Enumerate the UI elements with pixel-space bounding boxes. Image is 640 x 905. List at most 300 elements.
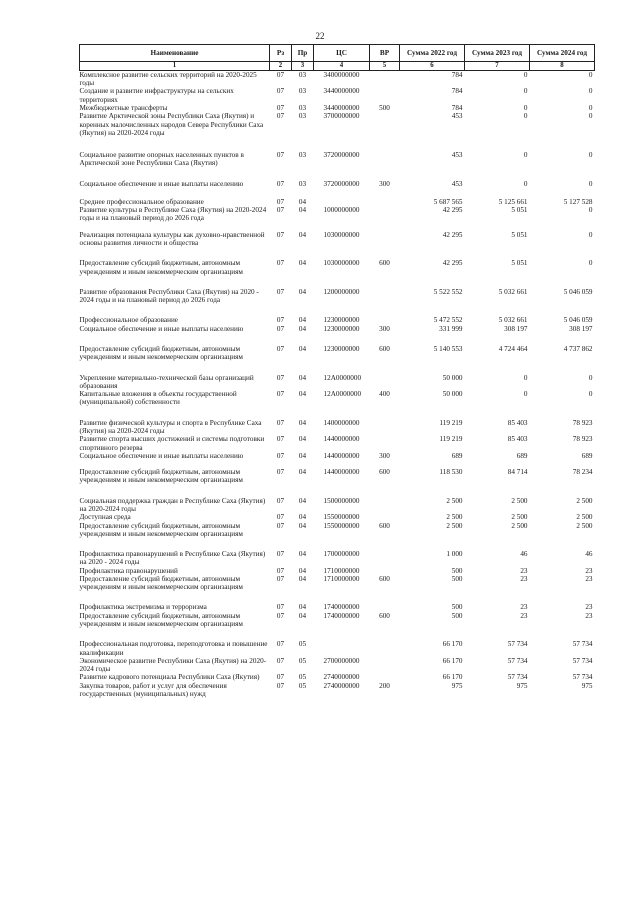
row-cs-cell: 1030000000: [323, 259, 360, 268]
row-spacer-cell: [80, 276, 595, 288]
row-rz-cell: 07: [276, 70, 285, 79]
row-spacer-cell: [80, 247, 595, 259]
row-name-cell: Социальное развитие опорных населенных пунктов в Арктической зоне Республики Саха (Якутия): [79, 151, 244, 168]
row-sum-2022-cell: 689: [451, 451, 463, 460]
row-sum-2024-cell: 5 046 059: [563, 316, 593, 325]
row-cs-cell: 3440000000: [323, 87, 360, 96]
header-name: Наименование: [80, 45, 270, 62]
row-sum-2022-cell: 66 170: [442, 673, 463, 682]
row-vr-cell: [370, 206, 400, 223]
row-name-cell: Профилактика экстремизма и терроризма: [79, 603, 207, 612]
table-row: [80, 468, 595, 485]
row-sum-2023-cell: 2 500: [511, 513, 528, 522]
row-sum-2024-cell: 23: [585, 574, 593, 583]
row-pr-cell: 04: [298, 230, 307, 239]
row-name-cell: Предоставление субсидий бюджетным, автономным учреждениям и иным некоммерческим организациям: [79, 611, 243, 629]
row-pr-cell: 04: [298, 259, 307, 268]
row-spacer: [80, 247, 595, 259]
row-sum-2024-cell: 23: [585, 603, 593, 612]
row-vr-cell: [370, 419, 400, 436]
row-cs-cell: 3700000000: [323, 112, 360, 121]
header-sum-2022: Сумма 2022 год: [400, 45, 465, 62]
row-rz-cell: 07: [276, 316, 285, 325]
row-cs-cell: 1440000000: [323, 451, 360, 460]
row-cs-cell: 1550000000: [323, 513, 360, 522]
row-rz-cell: 07: [276, 206, 285, 215]
row-rz-cell: 07: [276, 259, 285, 268]
row-pr-cell: 04: [298, 324, 307, 333]
row-pr-cell: 04: [298, 611, 307, 620]
row-sum-2023-cell: 0: [523, 390, 528, 399]
row-name-cell: Предоставление субсидий бюджетным, автономным учреждениям и иным некоммерческим организациям: [79, 468, 243, 485]
row-sum-2022-cell: 42 295: [442, 206, 463, 215]
row-name-cell: Предоставление субсидий бюджетным, автономным учреждениям и иным некоммерческим организациям: [79, 259, 243, 276]
row-name-cell: Предоставление субсидий бюджетным, автономным учреждениям и иным некоммерческим организациям: [79, 521, 243, 538]
table-row: [80, 104, 595, 112]
table-row: [80, 87, 595, 104]
row-sum-2023-cell: 0: [523, 179, 528, 188]
row-sum-2022-cell: 500: [451, 611, 463, 620]
row-pr-cell: 04: [298, 316, 307, 325]
row-name-cell: Предоставление субсидий бюджетным, автономным учреждениям и иным некоммерческим организациям: [79, 345, 243, 362]
table-row: [80, 316, 595, 324]
row-sum-2024-cell: 57 734: [572, 656, 593, 665]
row-sum-2024-cell: 4 737 862: [563, 345, 593, 353]
row-sum-2024-cell: 0: [588, 112, 593, 121]
row-sum-2022-cell: 118 530: [439, 468, 463, 477]
row-vr-cell: [370, 550, 400, 567]
row-pr-cell: 04: [298, 550, 307, 559]
row-name-cell: Развитие Арктической зоны Республики Саха (Якутия) и коренных малочисленных народов Севера Республики Саха (Якутия) на 2020-2024 годы: [79, 112, 264, 137]
row-pr-cell: 03: [298, 151, 307, 160]
row-rz-cell: 07: [276, 390, 285, 399]
budget-table: [79, 44, 595, 698]
table-row: [80, 673, 595, 681]
row-rz-cell: 07: [276, 603, 285, 612]
row-sum-2024-cell: 78 234: [572, 468, 593, 477]
row-name-cell: Комплексное развитие сельских территорий на 2020-2025 годы: [79, 70, 257, 88]
row-sum-2023-cell: 2 500: [511, 496, 528, 505]
row-cs-cell: 1000000000: [323, 206, 360, 215]
row-sum-2022-cell: 119 219: [439, 418, 463, 427]
row-name-cell: Межбюджетные трансферты: [79, 103, 168, 112]
row-spacer: [80, 333, 595, 345]
row-pr-cell: 04: [298, 373, 307, 382]
table-row: [80, 206, 595, 223]
table-row: [80, 231, 595, 248]
row-name-cell: Укрепление материально-технической базы организаций образования: [79, 373, 254, 390]
row-sum-2024-cell: 57 734: [572, 673, 593, 682]
row-sum-2023-cell: 689: [516, 451, 528, 460]
row-spacer-cell: [80, 538, 595, 550]
row-sum-2022-cell: 2 500: [446, 513, 463, 522]
row-pr-cell: 03: [298, 103, 307, 112]
row-vr-cell: 300: [379, 179, 390, 188]
row-sum-2023-cell: 23: [520, 574, 528, 583]
row-name-cell: Развитие образования Республики Саха (Якутия) на 2020 - 2024 годы и на плановый период до 2026 года: [79, 287, 259, 305]
row-pr-cell: 03: [298, 70, 307, 79]
row-cs-cell: 12А0000000: [323, 373, 362, 382]
row-rz-cell: 07: [276, 373, 285, 382]
row-spacer: [80, 223, 595, 231]
row-sum-2024-cell: 0: [588, 87, 593, 96]
row-name-cell: Доступная среда: [79, 513, 131, 522]
row-spacer-cell: [80, 485, 595, 497]
row-pr-cell: 04: [298, 197, 307, 206]
row-rz-cell: 07: [276, 611, 285, 620]
row-name-cell: Предоставление субсидий бюджетным, автономным учреждениям и иным некоммерческим организациям: [79, 574, 243, 592]
row-rz-cell: 07: [276, 550, 285, 559]
column-number: 4: [314, 62, 370, 71]
row-pr-cell: 05: [298, 656, 307, 665]
table-row: [80, 112, 595, 137]
row-sum-2022-cell: 331 999: [439, 324, 463, 333]
row-pr-cell: 04: [298, 468, 307, 477]
row-sum-2024-cell: 0: [588, 259, 593, 268]
row-sum-2023-cell: 5 032 661: [498, 316, 528, 325]
row-spacer-cell: [80, 168, 595, 180]
row-spacer-cell: [80, 407, 595, 419]
row-name-cell: Социальное обеспечение и иные выплаты населению: [79, 324, 244, 333]
row-sum-2022-cell: 2 500: [446, 521, 463, 530]
table-row: [80, 288, 595, 305]
header-cs: ЦС: [314, 45, 370, 62]
row-spacer-cell: [80, 591, 595, 603]
row-sum-2024-cell: 23: [585, 566, 593, 575]
row-pr-cell: 04: [298, 574, 307, 583]
row-sum-2023-cell: 975: [516, 681, 528, 690]
row-pr-cell: 04: [298, 521, 307, 530]
row-cs-cell: 12А0000000: [323, 390, 362, 399]
row-vr-cell: [370, 374, 400, 391]
row-pr-cell: 04: [298, 435, 307, 444]
row-sum-2024-cell: 2 500: [576, 521, 593, 530]
row-rz-cell: 07: [276, 451, 285, 460]
row-sum-2022-cell: 975: [451, 681, 463, 690]
row-spacer: [80, 538, 595, 550]
row-rz-cell: 07: [276, 230, 285, 239]
row-sum-2023-cell: 0: [523, 151, 528, 160]
row-sum-2023-cell: 57 734: [507, 656, 528, 665]
table-row: [80, 198, 595, 206]
row-sum-2022-cell: 784: [451, 70, 463, 79]
row-name-cell: Социальная поддержка граждан в Республике Саха (Якутия) на 2020-2024 годы: [79, 496, 266, 513]
row-sum-2022-cell: 66 170: [442, 656, 463, 665]
row-cs-cell: 1400000000: [323, 418, 360, 427]
row-sum-2023-cell: 23: [520, 611, 528, 620]
row-cs-cell: 3720000000: [323, 179, 360, 188]
row-sum-2023-cell: 2 500: [511, 521, 528, 530]
row-pr-cell: 03: [298, 179, 307, 188]
row-vr-cell: [370, 673, 400, 681]
column-number: 8: [530, 62, 595, 71]
table-row: [80, 390, 595, 407]
row-sum-2023-cell: 308 197: [504, 324, 528, 333]
row-sum-2022-cell: 50 000: [442, 390, 463, 399]
column-number: 5: [370, 62, 400, 71]
row-sum-2022-cell: 784: [451, 87, 463, 96]
row-spacer: [80, 460, 595, 468]
header-sum-2023: Сумма 2023 год: [465, 45, 530, 62]
row-rz-cell: 07: [276, 656, 285, 665]
table-row: [80, 419, 595, 436]
row-rz-cell: 07: [276, 418, 285, 427]
table-row: [80, 374, 595, 391]
row-rz-cell: 07: [276, 673, 285, 682]
row-sum-2022-cell: 1 000: [446, 550, 463, 559]
row-sum-2022-cell: 453: [451, 151, 463, 160]
row-spacer: [80, 168, 595, 180]
row-vr-cell: 600: [379, 574, 390, 583]
row-spacer: [80, 137, 595, 151]
row-name-cell: Профилактика правонарушений: [79, 566, 178, 575]
row-sum-2024-cell: 975: [581, 681, 593, 690]
row-vr-cell: [370, 151, 400, 168]
row-spacer-cell: [80, 362, 595, 374]
row-spacer: [80, 276, 595, 288]
row-rz-cell: 07: [276, 681, 285, 690]
table-row: [80, 522, 595, 539]
table-row: [80, 325, 595, 333]
row-sum-2023-cell: 4 724 464: [498, 345, 528, 353]
row-cs-cell: 1710000000: [323, 574, 360, 583]
row-spacer: [80, 362, 595, 374]
row-cs-cell: 3440000000: [323, 103, 360, 112]
row-spacer: [80, 591, 595, 603]
row-sum-2024-cell: 689: [581, 451, 593, 460]
row-vr-cell: [370, 70, 400, 87]
row-vr-cell: 600: [379, 611, 390, 620]
row-name-cell: Развитие физической культуры и спорта в Республике Саха (Якутия) на 2020-2024 годы: [79, 418, 262, 435]
row-cs-cell: 2740000000: [323, 681, 360, 690]
column-number: 7: [465, 62, 530, 71]
row-pr-cell: 04: [298, 345, 307, 353]
column-number-row: [80, 62, 595, 71]
row-sum-2023-cell: 85 403: [507, 418, 528, 427]
row-sum-2022-cell: 5 140 553: [433, 345, 463, 353]
row-sum-2024-cell: 46: [585, 550, 593, 559]
row-vr-cell: [370, 657, 400, 674]
row-vr-cell: 200: [379, 681, 390, 690]
header-sum-2024: Сумма 2024 год: [530, 45, 595, 62]
row-pr-cell: 04: [298, 496, 307, 505]
row-vr-cell: 400: [379, 390, 390, 399]
row-sum-2023-cell: 5 032 661: [498, 287, 528, 296]
row-sum-2022-cell: 453: [451, 112, 463, 121]
row-name-cell: Профессиональное образование: [79, 316, 179, 325]
row-pr-cell: 04: [298, 206, 307, 215]
row-sum-2023-cell: 0: [523, 373, 528, 382]
row-cs-cell: 1440000000: [323, 435, 360, 444]
row-sum-2022-cell: 5 472 552: [433, 316, 463, 325]
row-name-cell: Развитие спорта высших достижений и системы подготовки спортивного резерва: [79, 435, 265, 452]
row-pr-cell: 04: [298, 287, 307, 296]
row-sum-2024-cell: 78 923: [572, 435, 593, 444]
row-vr-cell: [370, 567, 400, 575]
row-sum-2023-cell: 0: [523, 112, 528, 121]
row-sum-2024-cell: 0: [588, 373, 593, 382]
row-pr-cell: 05: [298, 673, 307, 682]
row-spacer: [80, 304, 595, 316]
row-cs-cell: 1030000000: [323, 230, 360, 239]
row-rz-cell: 07: [276, 435, 285, 444]
row-rz-cell: 07: [276, 574, 285, 583]
table-row: [80, 345, 595, 362]
row-spacer-cell: [80, 304, 595, 316]
row-cs-cell: 1700000000: [323, 550, 360, 559]
row-sum-2024-cell: 2 500: [576, 513, 593, 522]
row-spacer-cell: [80, 460, 595, 468]
row-rz-cell: 07: [276, 151, 285, 160]
row-sum-2023-cell: 23: [520, 603, 528, 612]
row-pr-cell: 04: [298, 451, 307, 460]
table-body: [80, 70, 595, 698]
row-spacer: [80, 628, 595, 640]
row-sum-2022-cell: 50 000: [442, 373, 463, 382]
row-vr-cell: 600: [379, 345, 390, 353]
row-sum-2023-cell: 5 125 661: [498, 197, 528, 206]
header-row: [80, 45, 595, 62]
row-sum-2023-cell: 5 051: [511, 230, 528, 239]
row-rz-cell: 07: [276, 103, 285, 112]
row-sum-2022-cell: 5 522 552: [433, 287, 463, 296]
row-vr-cell: [370, 316, 400, 324]
table-row: [80, 151, 595, 168]
row-rz-cell: 07: [276, 521, 285, 530]
table-row: [80, 567, 595, 575]
row-name-cell: Социальное обеспечение и иные выплаты населению: [79, 451, 244, 460]
row-spacer-cell: [80, 333, 595, 345]
row-pr-cell: 05: [298, 681, 307, 690]
row-name-cell: Реализация потенциала культуры как духовно-нравственной основы развития личности и общества: [79, 230, 265, 248]
row-rz-cell: 07: [276, 112, 285, 121]
row-name-cell: Социальное обеспечение и иные выплаты населению: [79, 179, 244, 188]
row-sum-2024-cell: 5 127 528: [563, 197, 593, 206]
row-sum-2023-cell: 57 734: [507, 640, 528, 649]
row-sum-2022-cell: 42 295: [442, 259, 463, 268]
row-vr-cell: 600: [379, 259, 390, 268]
row-sum-2024-cell: 0: [588, 230, 593, 239]
row-rz-cell: 07: [276, 324, 285, 333]
row-sum-2023-cell: 0: [523, 103, 528, 112]
row-vr-cell: [370, 513, 400, 521]
table-row: [80, 575, 595, 592]
row-name-cell: Развитие культуры в Республике Саха (Якутия) на 2020-2024 годы и на плановый период до 2026 года: [79, 206, 267, 223]
row-sum-2022-cell: 119 219: [439, 435, 463, 444]
row-rz-cell: 07: [276, 496, 285, 505]
row-rz-cell: 07: [276, 179, 285, 188]
row-name-cell: Экономическое развитие Республики Саха (Якутия) на 2020-2024 годы: [79, 656, 267, 674]
row-sum-2023-cell: 85 403: [507, 435, 528, 444]
header-rz: Рз: [270, 45, 292, 62]
row-spacer-cell: [80, 223, 595, 231]
row-sum-2022-cell: 42 295: [442, 230, 463, 239]
row-sum-2022-cell: 66 170: [442, 640, 463, 649]
table-row: [80, 657, 595, 674]
row-cs-cell: 3720000000: [323, 151, 360, 160]
row-sum-2022-cell: 500: [451, 566, 463, 575]
row-spacer: [80, 407, 595, 419]
row-vr-cell: [370, 231, 400, 248]
row-pr-cell: 04: [298, 513, 307, 522]
row-sum-2024-cell: 78 923: [572, 418, 593, 427]
row-name-cell: Капитальные вложения в объекты государственной (муниципальной) собственности: [79, 390, 237, 407]
table-row: [80, 497, 595, 514]
row-vr-cell: 300: [379, 324, 390, 333]
row-cs-cell: 1550000000: [323, 521, 360, 530]
row-name-cell: Закупка товаров, работ и услуг для обеспечения государственных (муниципальных) нужд: [79, 681, 227, 698]
row-vr-cell: 500: [379, 103, 390, 112]
row-name-cell: Создание и развитие инфраструктуры на сельских территориях: [79, 87, 234, 104]
row-name-cell: Развитие кадрового потенциала Республики Саха (Якутия): [79, 673, 260, 682]
row-sum-2023-cell: 0: [523, 87, 528, 96]
row-sum-2023-cell: 5 051: [511, 259, 528, 268]
row-vr-cell: 600: [379, 468, 390, 477]
row-spacer-cell: [80, 628, 595, 640]
row-rz-cell: 07: [276, 87, 285, 96]
row-cs-cell: 1230000000: [323, 345, 360, 353]
row-sum-2023-cell: 0: [523, 70, 528, 79]
table-row: [80, 682, 595, 699]
row-spacer: [80, 188, 595, 198]
row-rz-cell: 07: [276, 345, 285, 353]
row-sum-2023-cell: 84 714: [507, 468, 528, 477]
row-pr-cell: 03: [298, 112, 307, 121]
row-sum-2023-cell: 5 051: [511, 206, 528, 215]
row-cs-cell: 1740000000: [323, 603, 360, 612]
column-number: 1: [80, 62, 270, 71]
row-sum-2024-cell: 0: [588, 179, 593, 188]
row-cs-cell: 1440000000: [323, 468, 360, 477]
row-vr-cell: 600: [379, 521, 390, 530]
row-sum-2022-cell: 453: [451, 179, 463, 188]
table-row: [80, 513, 595, 521]
table-row: [80, 259, 595, 276]
row-vr-cell: [370, 288, 400, 305]
row-sum-2023-cell: 23: [520, 566, 528, 575]
row-cs-cell: 1200000000: [323, 287, 360, 296]
row-cs-cell: 1710000000: [323, 566, 360, 575]
row-sum-2024-cell: 57 734: [572, 640, 593, 649]
table-row: [80, 603, 595, 611]
row-cs-cell: 3400000000: [323, 70, 360, 79]
row-sum-2022-cell: 2 500: [446, 496, 463, 505]
row-sum-2023-cell: 46: [520, 550, 528, 559]
row-pr-cell: 05: [298, 640, 307, 649]
row-cs-cell: 2700000000: [323, 656, 360, 665]
header-vr: ВР: [370, 45, 400, 62]
row-cs-cell: 1230000000: [323, 324, 360, 333]
page-number: 22: [315, 31, 325, 41]
table-row: [80, 550, 595, 567]
row-vr-cell: 300: [379, 451, 390, 460]
row-pr-cell: 03: [298, 87, 307, 96]
row-sum-2024-cell: 0: [588, 390, 593, 399]
row-rz-cell: 07: [276, 640, 285, 649]
row-sum-2024-cell: 23: [585, 611, 593, 620]
row-sum-2024-cell: 2 500: [576, 496, 593, 505]
row-pr-cell: 04: [298, 390, 307, 399]
row-name-cell: Среднее профессиональное образование: [79, 197, 204, 206]
row-vr-cell: [370, 640, 400, 657]
row-cs-cell: 1740000000: [323, 611, 360, 620]
row-name-cell: Профессиональная подготовка, переподготовка и повышение квалификации: [79, 640, 268, 657]
row-sum-2022-cell: 784: [451, 103, 463, 112]
row-pr-cell: 04: [298, 603, 307, 612]
row-sum-2024-cell: 0: [588, 206, 593, 215]
row-cs-cell: 1500000000: [323, 496, 360, 505]
row-sum-2022-cell: 500: [451, 603, 463, 612]
